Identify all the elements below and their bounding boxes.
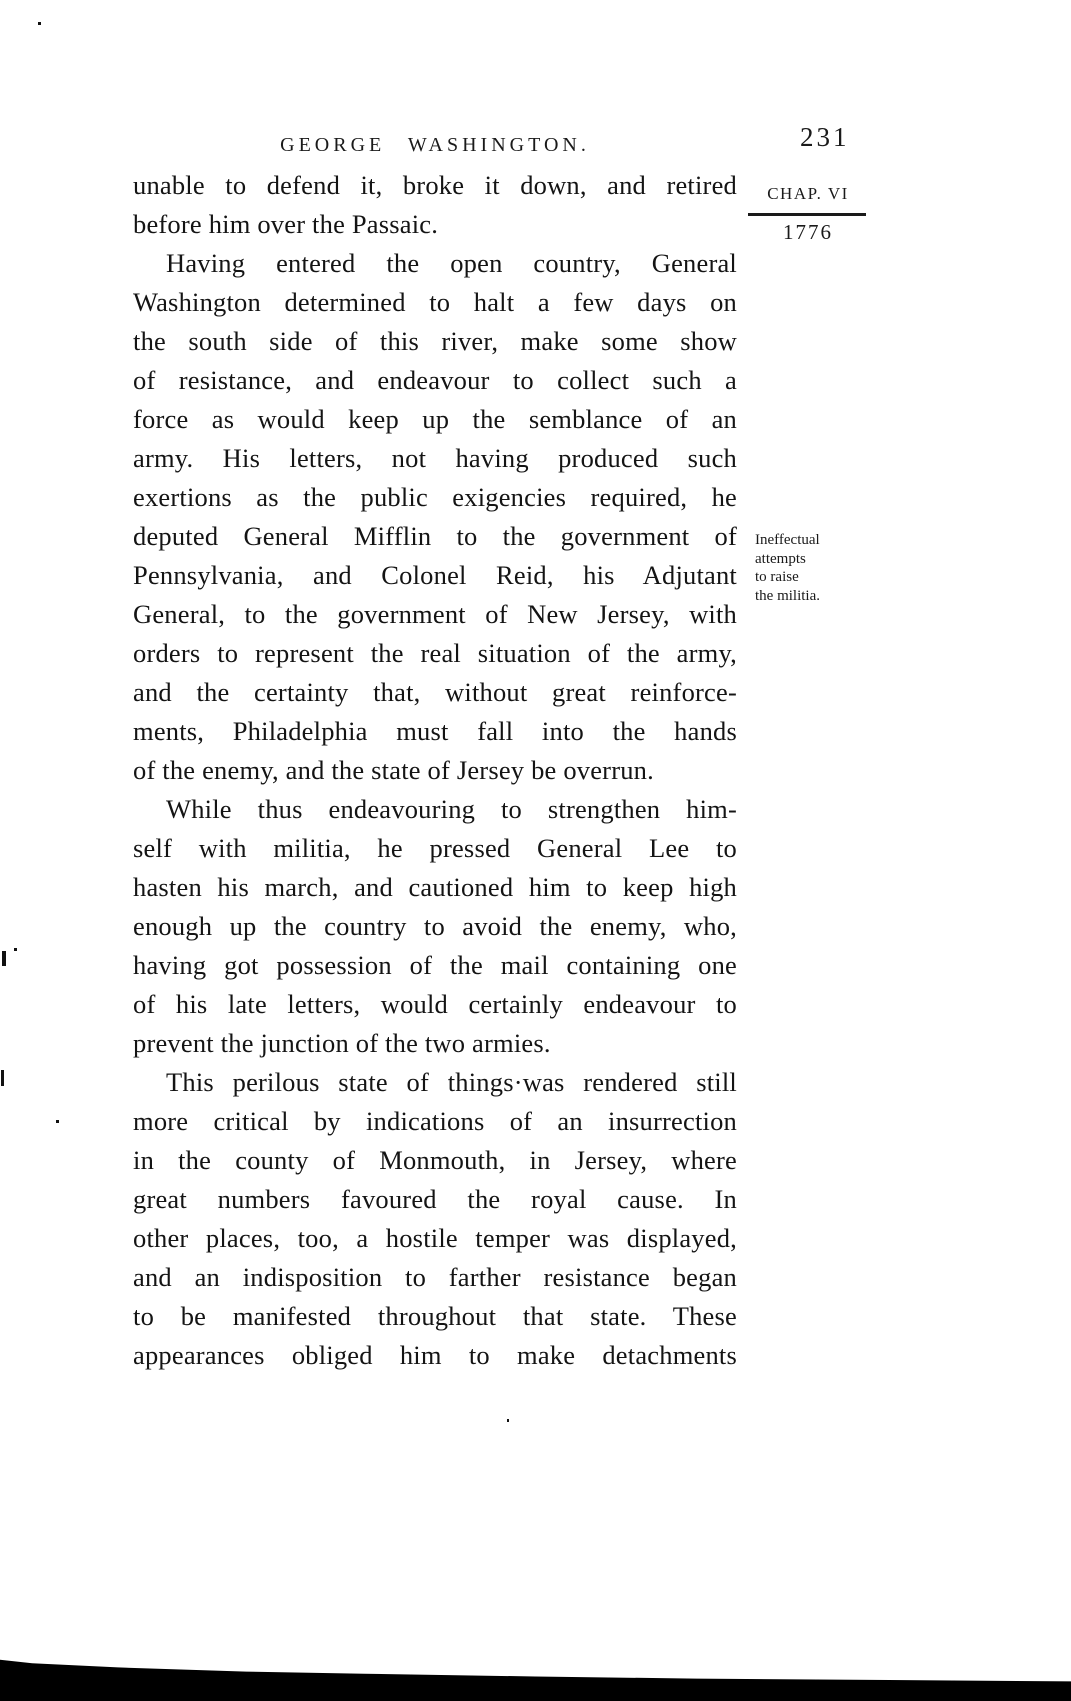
- text-line: While thus endeavouring to strengthen him-: [166, 794, 737, 824]
- margin-chapter-block: [748, 184, 868, 245]
- text-line: army. His letters, not having produced such: [133, 443, 737, 473]
- text-line: great numbers favoured the royal cause. In: [133, 1184, 737, 1214]
- scan-speck: [1, 1070, 4, 1086]
- side-note-line: the militia.: [755, 587, 820, 604]
- text-line: of his late letters, would certainly endeavour to: [133, 989, 737, 1019]
- text-line: Having entered the open country, General: [166, 248, 737, 278]
- text-line: Washington determined to halt a few days on: [133, 287, 737, 317]
- scan-speck: [56, 1120, 59, 1123]
- text-line: the south side of this river, make some show: [133, 326, 737, 356]
- scan-speck: [38, 22, 41, 25]
- text-line: other places, too, a hostile temper was displayed,: [133, 1223, 737, 1253]
- text-line: deputed General Mifflin to the government of: [133, 521, 737, 551]
- text-line: and the certainty that, without great reinforce-: [133, 677, 737, 707]
- text-line: of resistance, and endeavour to collect such a: [133, 365, 737, 395]
- side-note-line: attempts: [755, 550, 806, 567]
- scan-gutter-shadow: [0, 1631, 1071, 1701]
- text-line: exertions as the public exigencies required, he: [133, 482, 737, 512]
- scan-speck: [14, 948, 17, 951]
- text-line: force as would keep up the semblance of an: [133, 404, 737, 434]
- scan-speck: [2, 951, 6, 966]
- side-note-line: to raise: [755, 569, 799, 585]
- text-line: appearances obliged him to make detachments: [133, 1340, 737, 1370]
- page-number: 231: [800, 122, 850, 152]
- running-header: GEORGE WASHINGTON.: [280, 134, 590, 156]
- text-line: of the enemy, and the state of Jersey be overrun.: [133, 755, 654, 785]
- text-line: ments, Philadelphia must fall into the hands: [133, 716, 737, 746]
- text-line: This perilous state of things·was rendered still: [166, 1067, 737, 1097]
- text-line: in the county of Monmouth, in Jersey, where: [133, 1145, 737, 1175]
- margin-side-note: [755, 531, 880, 605]
- text-line: General, to the government of New Jersey, with: [133, 599, 737, 629]
- text-line: unable to defend it, broke it down, and retired: [133, 170, 737, 200]
- text-line: enough up the country to avoid the enemy, who,: [133, 911, 737, 941]
- chapter-year: 1776: [783, 220, 833, 244]
- text-line: prevent the junction of the two armies.: [133, 1028, 551, 1058]
- text-line: and an indisposition to farther resistance began: [133, 1262, 737, 1292]
- chapter-rule: [748, 213, 866, 216]
- text-line: more critical by indications of an insurrection: [133, 1106, 737, 1136]
- text-line: having got possession of the mail containing one: [133, 950, 737, 980]
- text-line: Pennsylvania, and Colonel Reid, his Adjutant: [133, 560, 737, 590]
- text-line: before him over the Passaic.: [133, 209, 439, 239]
- body-text-column: [133, 166, 737, 1375]
- text-line: to be manifested throughout that state. These: [133, 1301, 737, 1331]
- text-line: self with militia, he pressed General Lee to: [133, 833, 737, 863]
- scan-speck: [507, 1419, 509, 1422]
- text-line: orders to represent the real situation of the army,: [133, 638, 737, 668]
- side-note-line: Ineffectual: [755, 532, 820, 548]
- text-line: hasten his march, and cautioned him to keep high: [133, 872, 737, 902]
- chapter-heading: CHAP. VI: [767, 184, 849, 203]
